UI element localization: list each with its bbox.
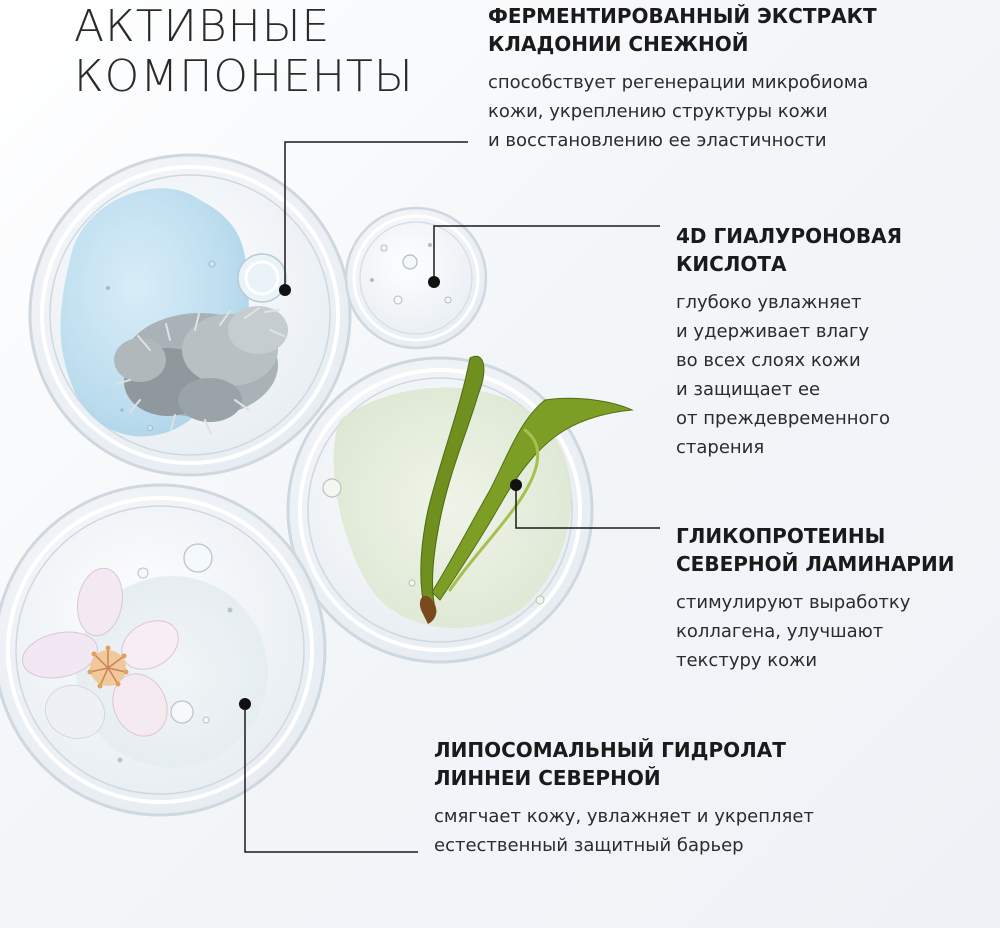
dot-laminaria <box>510 479 522 491</box>
ingredient-title: 4D ГИАЛУРОНОВАЯ КИСЛОТА <box>676 224 902 276</box>
dish-cladonia <box>30 155 350 475</box>
ingredient-description: смягчает кожу, увлажняет и укрепляет естественный защитный барьер <box>434 806 814 856</box>
dot-linnaea <box>239 698 251 710</box>
ingredient-title: ЛИПОСОМАЛЬНЫЙ ГИДРОЛАТ ЛИННЕИ СЕВЕРНОЙ <box>434 738 786 790</box>
ingredient-title: ГЛИКОПРОТЕИНЫ СЕВЕРНОЙ ЛАМИНАРИИ <box>676 524 955 576</box>
ingredient-description: способствует регенерации микробиома кожи, укреплению структуры кожи и восстановлению ее эластичности <box>488 72 869 151</box>
ingredient-description: стимулируют выработку коллагена, улучшают текстуру кожи <box>676 592 911 671</box>
ingredient-description: глубоко увлажняет и удерживает влагу во всех слоях кожи и защищает ее от преждевременного старения <box>676 292 891 458</box>
ingredient-hyaluronic <box>676 222 996 462</box>
dot-hyaluronic <box>428 276 440 288</box>
ingredient-laminaria <box>676 522 996 675</box>
ingredient-cladonia <box>488 2 988 155</box>
dish-hyaluronic <box>346 208 486 348</box>
page-title: АКТИВНЫЕ КОМПОНЕНТЫ <box>74 1 414 102</box>
ingredient-title: ФЕРМЕНТИРОВАННЫЙ ЭКСТРАКТ КЛАДОНИИ СНЕЖНОЙ <box>488 4 877 56</box>
dish-laminaria <box>288 356 632 662</box>
dot-cladonia <box>279 284 291 296</box>
dish-linnaea <box>0 485 325 815</box>
ingredient-linnaea <box>434 736 884 860</box>
